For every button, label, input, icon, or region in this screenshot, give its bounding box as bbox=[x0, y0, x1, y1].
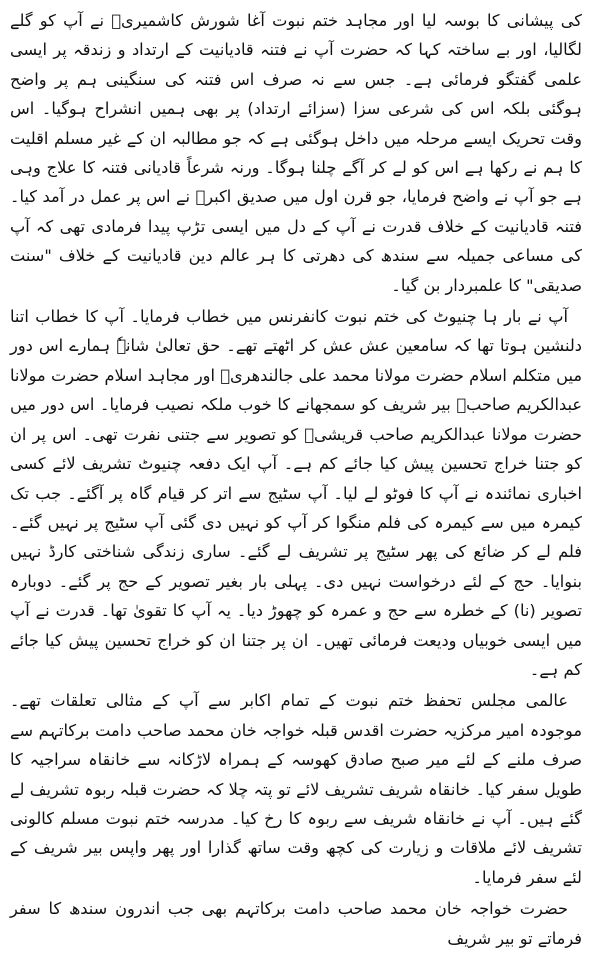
paragraph-4: حضرت خواجہ خان محمد صاحب دامت برکاتہم بھی جب اندرون سندھ کا سفر فرماتے تو بیر شریف bbox=[10, 899, 582, 948]
paragraph-1: کی پیشانی کا بوسہ لیا اور مجاہد ختم نبوت آغا شورش کاشمیریؒ نے آپ کو گلے لگالیا، اور بے ساختہ کہا کہ حضرت آپ نے فتنہ قادیانیت کے ارتداد و زندقہ پر ایسی علمی گفتگو فرمائی ہے۔ جس سے نہ صرف اس فتنہ کی سنگینی ہم پر واضح ہوگئی بلکہ اس کی شرعی سزا (سزائے ارتداد) پر بھی ہمیں انشراح ہوگیا۔ اس وقت تحریک ایسے مرحلہ میں داخل ہوگئی ہے کہ جو مطالبہ ان کے غیر مسلم اقلیت کا ہم نے رکھا ہے اس کو لے کر آگے چلنا ہوگا۔ ورنہ شرعاً قادیانی فتنہ کا علاج وہی ہے جو آپ نے واضح فرمایا، جو قرن اول میں صدیق اکبرؓ نے اس پر عمل در آمد کیا۔ فتنہ قادیانیت کے خلاف قدرت نے آپ کے دل میں ایسی تڑپ پیدا فرمادی تھی کہ آپ کی مساعی جمیلہ سے سندھ کی دھرتی کا ہر عالم دین قادیانیت کے خلاف "سنت صدیقی" کا علمبردار بن گیا۔ bbox=[10, 11, 582, 295]
paragraph-3: عالمی مجلس تحفظ ختم نبوت کے تمام اکابر سے آپ کے مثالی تعلقات تھے۔ موجودہ امیر مرکزیہ حضرت اقدس قبلہ خواجہ خان محمد صاحب دامت برکاتہم سے صرف ملنے کے لئے میر صبح صادق کھوسہ کے ہمراہ لاڑکانہ سے خانقاہ سراجیہ کا طویل سفر کیا۔ خانقاہ شریف تشریف لائے تو پتہ چلا کہ حضرت قبلہ ربوہ تشریف لے گئے ہیں۔ آپ نے خانقاہ شریف سے ربوہ کا رخ کیا۔ مدرسہ ختم نبوت مسلم کالونی تشریف لائے ملاقات و زیارت کی کچھ وقت ساتھ گذارا اور پھر واپس بیر شریف کے لئے سفر فرمایا۔ bbox=[10, 691, 582, 887]
paragraph-2: آپ نے بار ہا چنیوٹ کی ختم نبوت کانفرنس میں خطاب فرمایا۔ آپ کا خطاب اتنا دلنشین ہوتا تھا کہ سامعین عش عش کر اٹھتے تھے۔ حق تعالیٰ شانہٗ ہمارے اس دور میں متکلم اسلام حضرت مولانا محمد علی جالندھریؒ اور مجاہد اسلام حضرت مولانا عبدالکریم صاحبؒ بیر شریف کو سمجھانے کا خوب ملکہ نصیب فرمایا۔ اس دور میں حضرت مولانا عبدالکریم صاحب قریشیؒ کو تصویر سے جتنی نفرت تھی۔ اس پر ان کو جتنا خراج تحسین پیش کیا جائے کم ہے۔ آپ ایک دفعہ چنیوٹ تشریف لائے کسی اخباری نمائندہ نے آپ کا فوٹو لے لیا۔ آپ سٹیج سے اتر کر قیام گاہ پر آگئے۔ جب تک کیمرہ میں سے کیمرہ کی فلم منگوا کر آپ کو نہیں دی گئی آپ سٹیج پر نہیں گئے۔ فلم لے کر ضائع کی پھر سٹیج پر تشریف لے گئے۔ ساری زندگی شناختی کارڈ نہیں بنوایا۔ حج کے لئے درخواست نہیں دی۔ پہلی بار بغیر تصویر کے حج پر گئے۔ دوبارہ تصویر (نا) کے خطرہ سے حج و عمرہ کو چھوڑ دیا۔ یہ آپ کا تقویٰ تھا۔ قدرت نے آپ میں ایسی خوبیاں ودیعت فرمائی تھیں۔ ان پر جتنا ان کو خراج تحسین پیش کیا جائے کم ہے۔ bbox=[10, 307, 582, 679]
